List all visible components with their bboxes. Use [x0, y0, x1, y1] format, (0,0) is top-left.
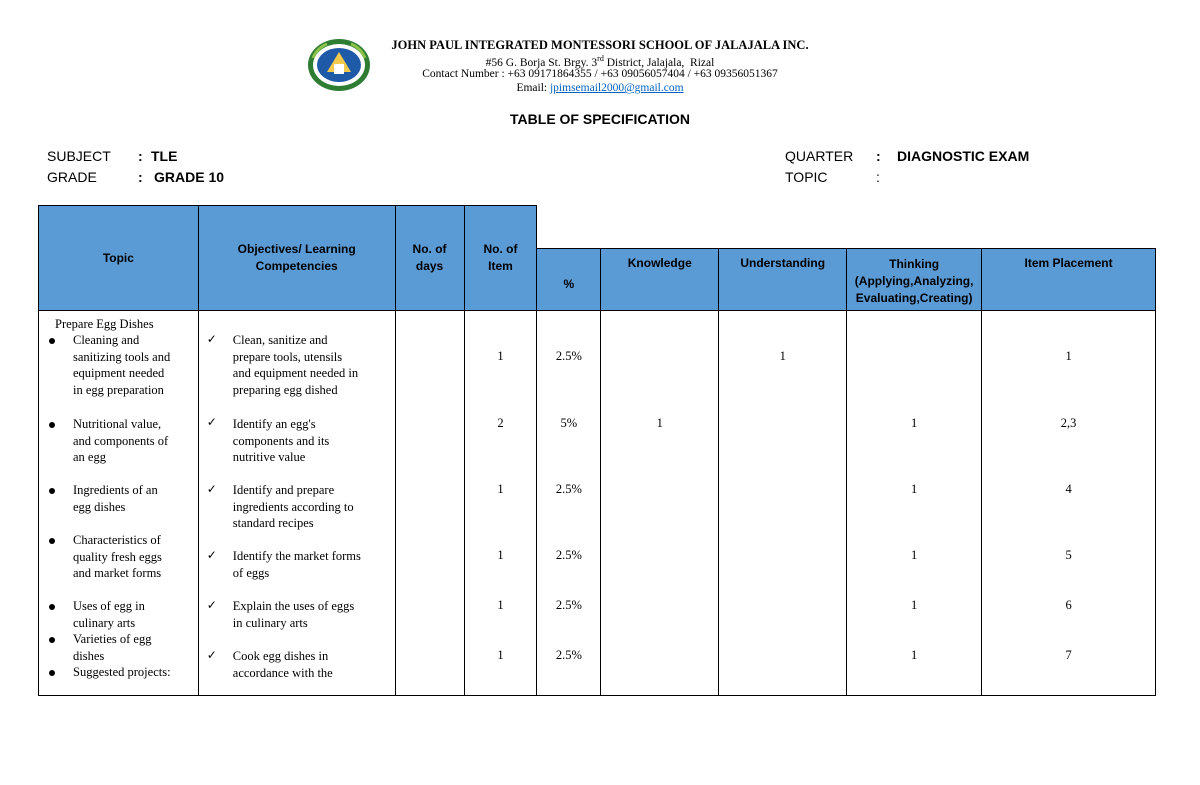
subject-value: TLE [151, 148, 178, 164]
understanding-value: 1 [779, 349, 786, 363]
item-percent: 2.5% [555, 349, 582, 363]
col-header-items: No. of Item [464, 206, 537, 311]
quarter-label: QUARTER [785, 148, 854, 164]
topic-label: TOPIC [785, 169, 828, 185]
thinking-value: 1 [911, 548, 918, 562]
checkmark-icon: ✓ [206, 332, 217, 346]
specification-table [38, 205, 1156, 696]
item-percent: 5% [560, 416, 578, 430]
col-header-item-placement: Item Placement [982, 249, 1156, 311]
topic-item: Varieties of egg dishes [73, 632, 152, 663]
knowledge-value: 1 [656, 416, 663, 430]
checkmark-icon: ✓ [206, 598, 217, 612]
thinking-cell [847, 311, 982, 696]
item-count: 1 [497, 482, 504, 496]
subject-colon: : [138, 148, 143, 164]
topic-colon: : [876, 169, 880, 185]
school-email-link[interactable]: jpimsemail2000@gmail.com [549, 82, 684, 94]
thinking-value: 1 [911, 648, 918, 662]
objective-item: Cook egg dishes in accordance with the [232, 649, 333, 680]
topic-item: Characteristics of quality fresh eggs and market forms [73, 533, 162, 580]
bullet-icon [49, 422, 55, 428]
col-header-percent: % [537, 249, 601, 311]
grade-label: GRADE [47, 169, 97, 185]
bullet-icon [49, 670, 55, 676]
thinking-value: 1 [911, 482, 918, 496]
topic-item: Uses of egg in culinary arts [73, 599, 145, 630]
topic-item: Nutritional value, and components of an egg [73, 417, 169, 464]
bullet-icon [49, 604, 55, 610]
objectives-cell [198, 311, 395, 696]
item-count: 1 [497, 598, 504, 612]
objective-item: Identify an egg's components and its nutritive value [232, 417, 330, 464]
school-name: JOHN PAUL INTEGRATED MONTESSORI SCHOOL OF JALAJALA INC. [391, 38, 809, 52]
percent-cell [537, 311, 601, 696]
school-contact: Contact Number : +63 09171864355 / +63 09056057404 / +63 09356051367 [422, 68, 778, 80]
thinking-value: 1 [911, 598, 918, 612]
objective-item: Explain the uses of eggs in culinary arts [232, 599, 355, 630]
grade-value: GRADE 10 [154, 169, 225, 185]
item-percent: 2.5% [555, 482, 582, 496]
items-cell [464, 311, 537, 696]
item-percent: 2.5% [555, 648, 582, 662]
item-percent: 2.5% [555, 598, 582, 612]
header-spacer [537, 206, 1156, 249]
bullet-icon [49, 488, 55, 494]
knowledge-cell [601, 311, 719, 696]
placement-value: 2,3 [1060, 416, 1077, 430]
topic-item: Suggested projects: [73, 665, 171, 679]
school-address: #56 G. Borja St. Brgy. 3rd District, Jalajala, Rizal [485, 54, 715, 69]
objective-item: Identify and prepare ingredients according to standard recipes [232, 483, 354, 530]
checkmark-icon: ✓ [206, 415, 217, 429]
item-percent: 2.5% [555, 548, 582, 562]
topic-item: Ingredients of an egg dishes [73, 483, 158, 514]
bullet-icon [49, 538, 55, 544]
quarter-value: DIAGNOSTIC EXAM [897, 148, 1030, 164]
col-header-thinking: Thinking (Applying,Analyzing, Evaluating,Creating) [847, 249, 982, 311]
quarter-colon: : [876, 148, 881, 164]
grade-colon: : [138, 169, 143, 185]
objective-item: Identify the market forms of eggs [232, 549, 361, 580]
objective-item: Clean, sanitize and prepare tools, utensils and equipment needed in preparing egg dished [232, 333, 359, 397]
understanding-cell [719, 311, 847, 696]
col-header-topic: Topic [39, 206, 199, 311]
col-header-knowledge: Knowledge [601, 249, 719, 311]
item-count: 1 [497, 548, 504, 562]
checkmark-icon: ✓ [206, 648, 217, 662]
bullet-icon [49, 338, 55, 344]
school-email-line: Email: jpimsemail2000@gmail.com [516, 82, 684, 94]
item-count: 1 [497, 648, 504, 662]
thinking-value: 1 [911, 416, 918, 430]
placement-cell [982, 311, 1156, 696]
days-cell [395, 311, 464, 696]
col-header-understanding: Understanding [719, 249, 847, 311]
col-header-days: No. of days [395, 206, 464, 311]
document-title: TABLE OF SPECIFICATION [510, 111, 690, 127]
topic-item: Cleaning and sanitizing tools and equipment needed in egg preparation [73, 333, 171, 397]
placement-value: 4 [1065, 482, 1072, 496]
col-header-objectives: Objectives/ Learning Competencies [198, 206, 395, 311]
checkmark-icon: ✓ [206, 548, 217, 562]
checkmark-icon: ✓ [206, 482, 217, 496]
topic-heading: Prepare Egg Dishes [55, 317, 154, 331]
subject-label: SUBJECT [47, 148, 111, 164]
item-count: 1 [497, 349, 504, 363]
placement-value: 6 [1065, 598, 1072, 612]
placement-value: 1 [1065, 349, 1072, 363]
bullet-icon [49, 637, 55, 643]
placement-value: 5 [1065, 548, 1072, 562]
item-count: 2 [497, 416, 504, 430]
placement-value: 7 [1065, 648, 1072, 662]
topic-cell [39, 311, 199, 696]
